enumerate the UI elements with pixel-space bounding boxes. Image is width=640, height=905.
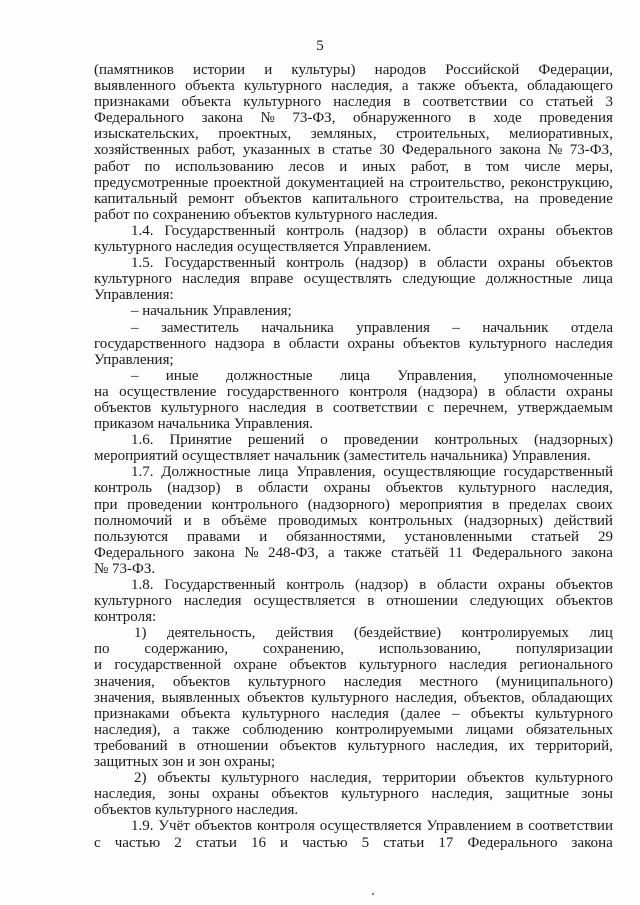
text-line: 1.7. Должностные лица Управления, осуществляющие государственный xyxy=(131,464,613,481)
text-line: изыскательских, проектных, земляных, строительных, мелиоративных, xyxy=(94,126,613,143)
text-line: защитных зон и зон охраны; xyxy=(94,754,276,771)
text-line: требований в отношении объектов культурного наследия, их территорий, xyxy=(94,737,613,754)
text-line: признаками объекта культурного наследия (далее – объекты культурного xyxy=(94,705,613,722)
document-body xyxy=(94,62,613,851)
text-line: работ по использованию лесов и иных работ, в том числе меры, xyxy=(94,158,613,175)
text-line: Управления: xyxy=(94,287,174,304)
text-line: Федерального закона № 73-ФЗ, обнаруженного в ходе проведения xyxy=(94,110,613,127)
text-line: пользуются правами и обязанностями, установленными статьей 29 xyxy=(94,528,613,545)
text-line: культурного наследия осуществляется в отношении следующих объектов xyxy=(94,593,613,610)
text-line: полномочий и в объёме проводимых контрольных (надзорных) действий xyxy=(94,512,613,529)
text-line: с частью 2 статьи 16 и частью 5 статьи 17 Федерального закона xyxy=(94,834,613,851)
text-line: работ по сохранению объектов культурного наследия. xyxy=(94,206,438,223)
text-line: 1.6. Принятие решений о проведении контрольных (надзорных) xyxy=(131,432,613,449)
text-line: 1.5. Государственный контроль (надзор) в области охраны объектов xyxy=(131,255,613,272)
text-line: государственного надзора в области охраны объектов культурного наследия xyxy=(94,335,613,352)
text-line: Управления; xyxy=(94,351,174,368)
text-line: признаками объекта культурного наследия в соответствии со статьей 3 xyxy=(94,94,613,111)
text-line: 2) объекты культурного наследия, территории объектов культурного xyxy=(134,770,613,787)
scan-speck xyxy=(372,893,374,895)
text-line: – начальник Управления; xyxy=(131,303,292,320)
text-line: – заместитель начальника управления – начальник отдела xyxy=(131,319,613,336)
text-line: на осуществление государственного контроля (надзора) в области охраны xyxy=(94,383,613,400)
text-line: наследия), а также соблюдению контролируемыми лицами обязательных xyxy=(94,721,613,738)
text-line: наследия, зоны охраны объектов культурного наследия, защитные зоны xyxy=(94,786,613,803)
text-line: капитальный ремонт объектов капитального строительства, на проведение xyxy=(94,190,613,207)
text-line: 1.8. Государственный контроль (надзор) в области охраны объектов xyxy=(131,577,613,593)
text-line: контроля: xyxy=(94,609,157,626)
text-line: выявленного объекта культурного наследия, а также объекта, обладающего xyxy=(94,78,613,95)
text-line: хозяйственных работ, указанных в статье 30 Федерального закона № 73-ФЗ, xyxy=(94,142,613,159)
text-line: значения, объектов культурного наследия местного (муниципального) xyxy=(94,673,613,690)
text-line: № 73-ФЗ. xyxy=(94,560,156,577)
text-line: 1) деятельность, действия (бездействие) контролируемых лиц xyxy=(134,625,613,642)
text-line: по содержанию, сохранению, использованию, популяризации xyxy=(94,641,613,658)
text-line: объектов культурного наследия в соответствии с перечнем, утверждаемым xyxy=(94,399,613,416)
text-line: (памятников истории и культуры) народов Российской Федерации, xyxy=(94,62,613,78)
text-line: мероприятий осуществляет начальник (заместитель начальника) Управления. xyxy=(94,448,591,465)
text-line: – иные должностные лица Управления, уполномоченные xyxy=(131,367,613,384)
page-number: 5 xyxy=(316,38,324,54)
text-line: 1.9. Учёт объектов контроля осуществляется Управлением в соответствии xyxy=(131,818,613,835)
text-line: предусмотренные проектной документацией на строительство, реконструкцию, xyxy=(94,174,613,191)
text-line: при проведении контрольного (надзорного) мероприятия в пределах своих xyxy=(94,496,613,513)
text-line: культурного наследия вправе осуществлять следующие должностные лица xyxy=(94,271,613,288)
text-line: культурного наследия осуществляется Управлением. xyxy=(94,239,432,256)
text-line: значения, выявленных объектов культурного наследия, объектов, обладающих xyxy=(94,689,613,706)
text-line: приказом начальника Управления. xyxy=(94,416,314,433)
text-line: и государственной охране объектов культурного наследия регионального xyxy=(94,657,613,674)
text-line: контроль (надзор) в области охраны объектов культурного наследия, xyxy=(94,480,613,497)
text-line: 1.4. Государственный контроль (надзор) в области охраны объектов xyxy=(131,222,613,239)
text-line: Федерального закона № 248-ФЗ, а также статьёй 11 Федерального закона xyxy=(94,544,613,561)
text-line: объектов культурного наследия. xyxy=(94,802,299,819)
